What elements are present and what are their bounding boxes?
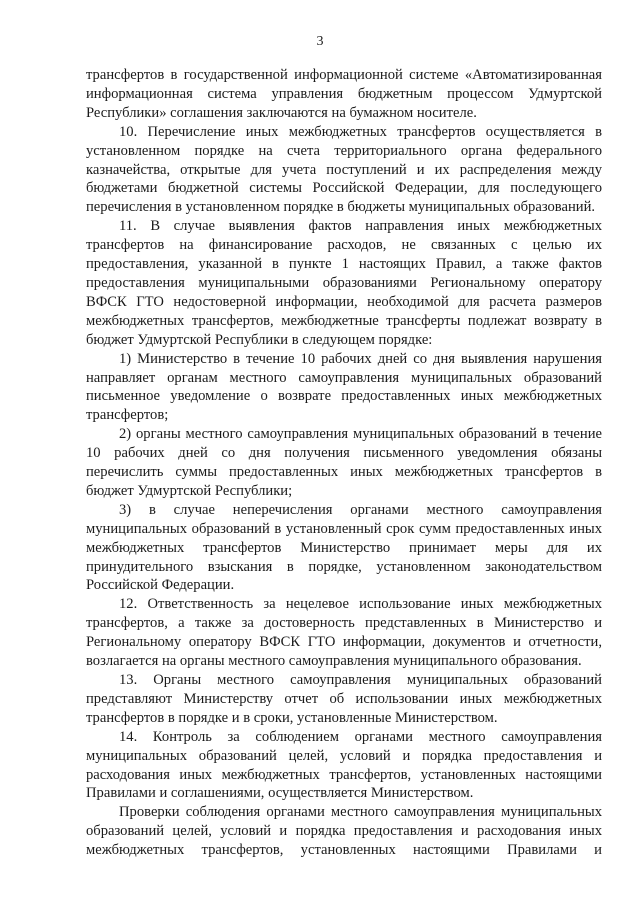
paragraph-14: 14. Контроль за соблюдением органами местного самоуправления муниципальных образований целей, условий и порядка предоставления и расходования иных межбюджетных трансфертов, установленных настоящими Правилами и соглашениями, осуществляется Министерством.: [86, 728, 602, 802]
document-body: [86, 66, 602, 860]
paragraph-11: 11. В случае выявления фактов направления иных межбюджетных трансфертов на финансирование расходов, не связанных с целью их предоставления, указанной в пункте 1 настоящих Правил, а также фактов предоставления муниципальными образованиями Региональному оператору ВФСК ГТО недостоверной информации, необходимой для расчета размеров межбюджетных трансфертов, межбюджетные трансферты подлежат возврату в бюджет Удмуртской Республики в следующем порядке:: [86, 218, 602, 348]
paragraph-10: 10. Перечисление иных межбюджетных трансфертов осуществляется в установленном порядке на счета территориального органа федерального казначейства, открытые для учета поступлений и их распределения между бюджетами бюджетной системы Российской Федерации, для последующего перечисления в установленном порядке в бюджеты муниципальных образований.: [86, 123, 602, 216]
page-number: 3: [316, 34, 324, 49]
paragraph-13: 13. Органы местного самоуправления муниципальных образований представляют Министерству отчет об использовании иных межбюджетных трансфертов в порядке и в сроки, установленные Министерством.: [86, 672, 602, 726]
paragraph-continuation: трансфертов в государственной информационной системе «Автоматизированная информационная система управления бюджетным процессом Удмуртской Республики» соглашения заключаются на бумажном носителе.: [86, 67, 602, 121]
paragraph-14-checks: Проверки соблюдения органами местного самоуправления муниципальных образований целей, условий и порядка предоставления и расходования иных межбюджетных трансфертов, установленных настоящими Правилами и: [86, 804, 602, 859]
paragraph-12: 12. Ответственность за нецелевое использование иных межбюджетных трансфертов, а также за достоверность представленных в Министерство и Региональному оператору ВФСК ГТО информации, документов и отчетности, возлагается на органы местного самоуправления муниципального образования.: [86, 596, 602, 670]
paragraph-11-item-1: 1) Министерство в течение 10 рабочих дней со дня выявления нарушения направляет органам местного самоуправления муниципальных образований письменное уведомление о возврате предоставленных иных межбюджетных трансфертов;: [86, 350, 602, 424]
paragraph-11-item-2: 2) органы местного самоуправления муниципальных образований в течение 10 рабочих дней со дня получения письменного уведомления обязаны перечислить суммы предоставленных иных межбюджетных трансфертов в бюджет Удмуртской Республики;: [86, 426, 602, 499]
paragraph-11-item-3: 3) в случае неперечисления органами местного самоуправления муниципальных образований в установленный срок сумм предоставленных иных межбюджетных трансфертов Министерство принимает меры для их принудительного взыскания в порядке, установленном законодательством Российской Федерации.: [86, 501, 602, 594]
